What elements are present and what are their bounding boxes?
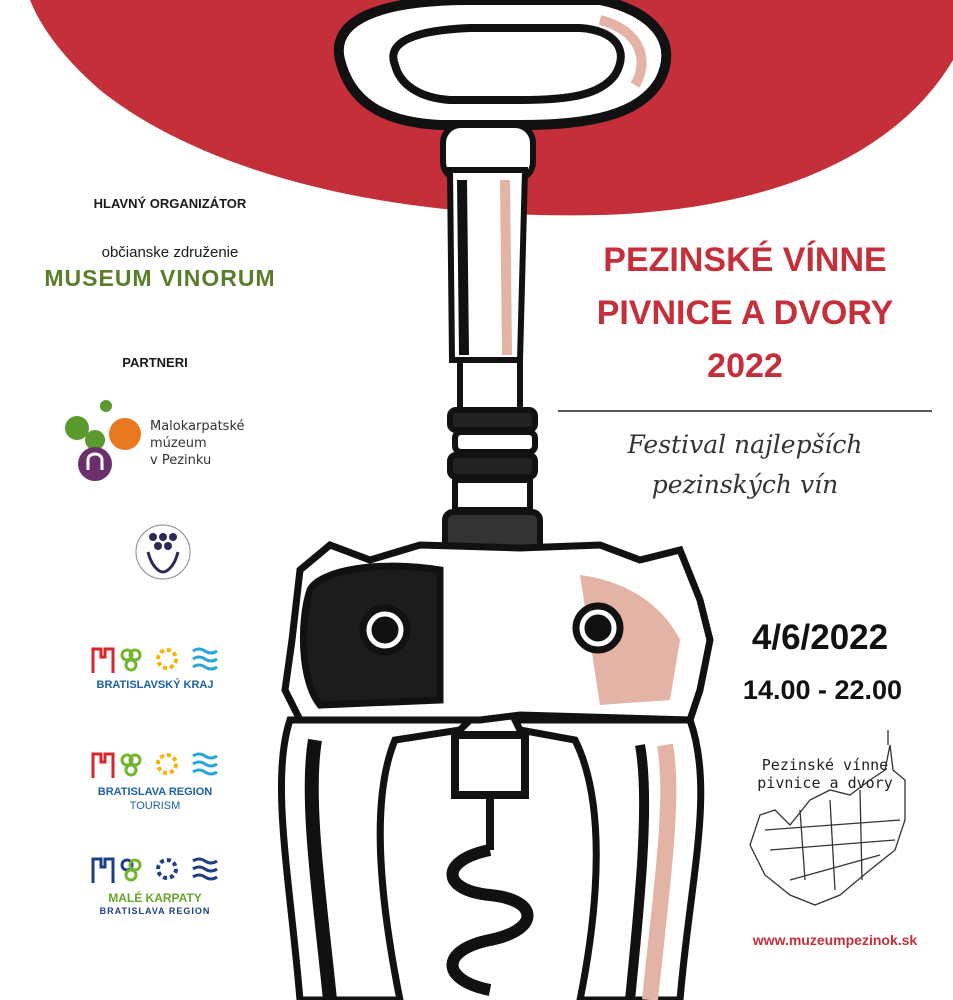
male-karpaty-caption: MALÉ KARPATY <box>108 891 202 905</box>
event-title-line-2: PIVNICE A DVORY <box>596 294 894 332</box>
event-time: 14.00 - 22.00 <box>742 675 903 705</box>
bratislavsky-kraj-caption: BRATISLAVSKÝ KRAJ <box>96 679 214 691</box>
bratislava-region-caption-2: TOURISM <box>129 800 181 812</box>
museum-logo-line: Malokarpatské <box>150 419 245 434</box>
museum-logo-text <box>150 418 280 469</box>
event-title-line-1: PEZINSKÉ VÍNNE <box>603 241 887 279</box>
museum-logo-line: múzeum <box>150 436 207 451</box>
museum-logo-line: v Pezinku <box>150 453 212 468</box>
bratislava-region-tourism-logo-icon <box>93 754 217 778</box>
corkscrew-worm <box>453 735 528 990</box>
event-title-year: 2022 <box>707 347 783 385</box>
bratislava-region-caption: BRATISLAVA REGION <box>97 786 213 798</box>
website-link[interactable]: www.muzeumpezinok.sk <box>752 932 918 948</box>
organizer-label: HLAVNÝ ORGANIZÁTOR <box>93 196 247 211</box>
museum-logo-icon <box>65 400 141 481</box>
town-logo-line: pivnice a dvory <box>757 774 893 792</box>
corkscrew-body <box>285 545 710 720</box>
event-subtitle-line-2: pezinských vín <box>651 470 839 499</box>
bratislavsky-kraj-logo-icon <box>93 649 217 673</box>
event-subtitle-line-1: Festival najlepších <box>627 430 863 459</box>
male-karpaty-caption-2: BRATISLAVA REGION <box>99 906 211 916</box>
town-logo-line: Pezinské vínne <box>761 756 889 774</box>
corkscrew-stem <box>443 125 540 552</box>
wine-association-logo-icon <box>136 525 190 579</box>
corkscrew-handle <box>339 0 667 125</box>
male-karpaty-logo-icon <box>93 859 217 883</box>
organizer-name: MUSEUM VINORUM <box>44 265 276 291</box>
town-logo-text <box>745 756 905 792</box>
partners-label: PARTNERI <box>122 355 188 370</box>
organizer-subtitle: občianske združenie <box>101 244 239 261</box>
event-date: 4/6/2022 <box>751 618 889 657</box>
